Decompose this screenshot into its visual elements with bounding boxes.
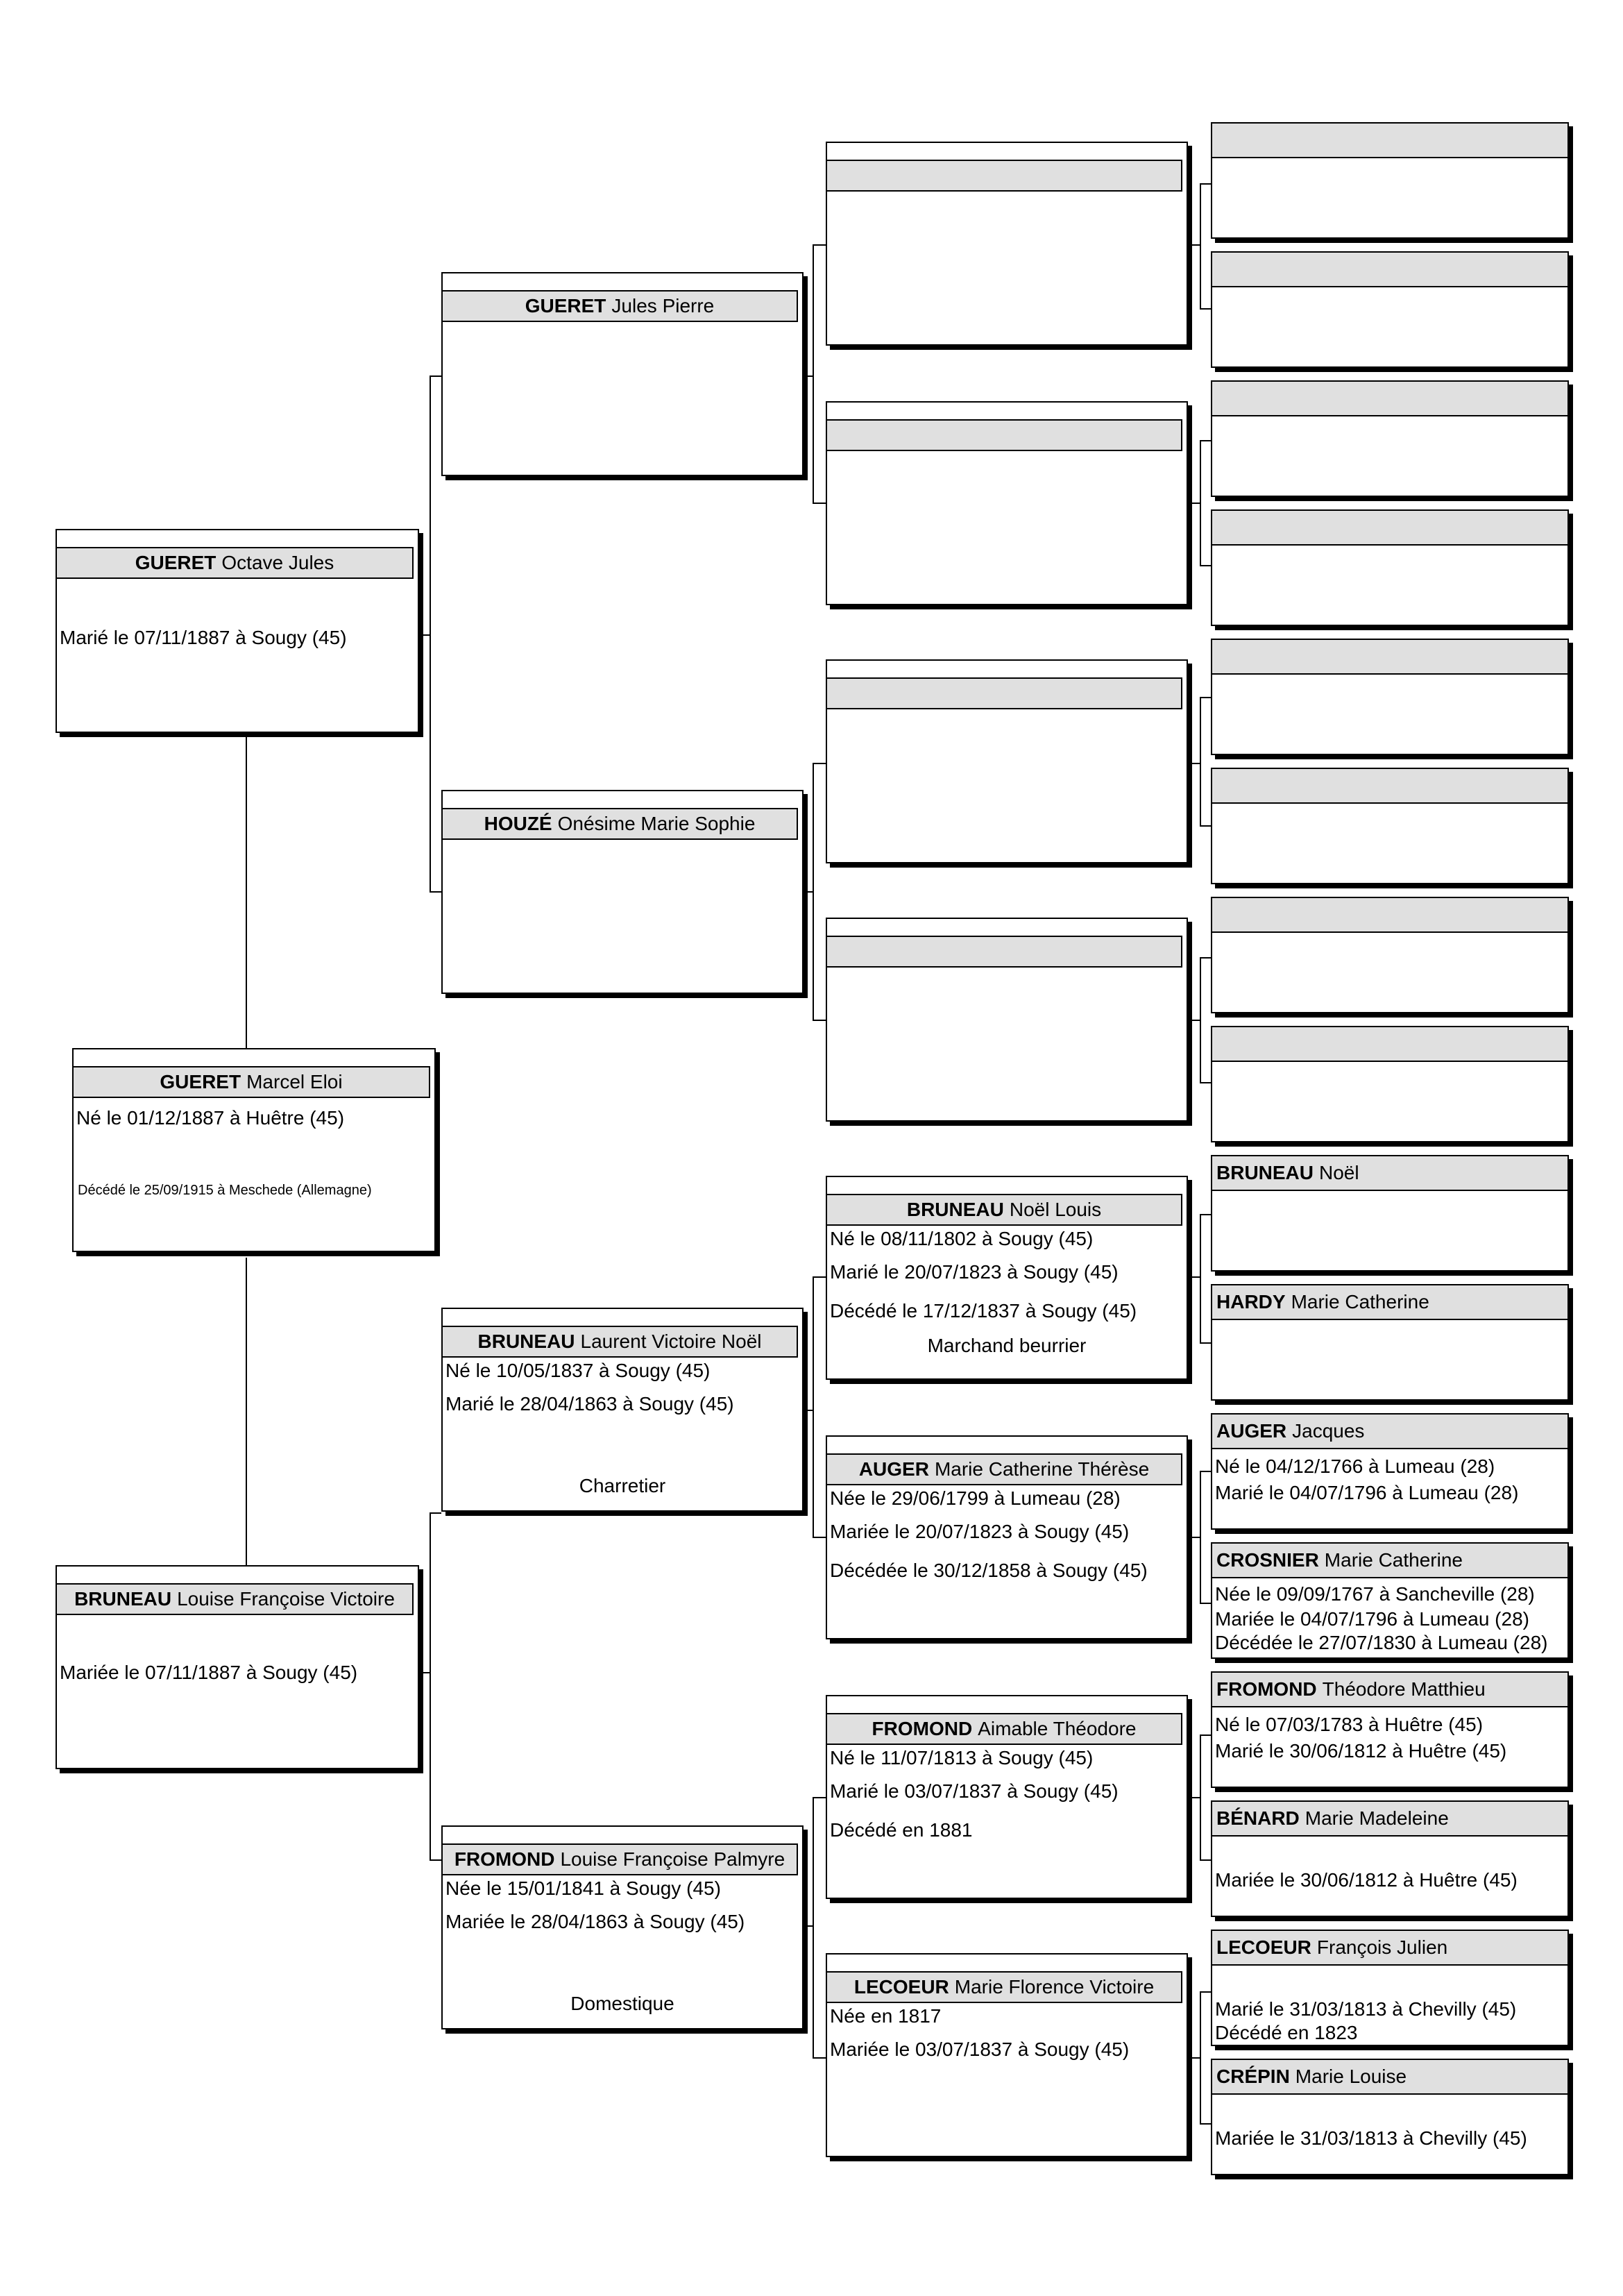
surname: HARDY — [1216, 1291, 1286, 1312]
name-bar — [443, 808, 798, 840]
given-names: Marie Catherine — [1291, 1291, 1429, 1312]
person-box-ggp-7[interactable] — [1211, 897, 1569, 1013]
person-box-paternal-grandmother[interactable] — [441, 790, 804, 994]
marriage-line: Marié le 03/07/1837 à Sougy (45) — [830, 1780, 1119, 1802]
death-line: Décédé en 1881 — [830, 1819, 973, 1841]
surname: AUGER — [858, 1458, 929, 1480]
death-line: Décédé le 25/09/1915 à Meschede (Allemagne) — [78, 1183, 372, 1198]
surname: GUERET — [525, 295, 606, 316]
person-box-ggp-14[interactable] — [1211, 1800, 1569, 1917]
birth-line: Née le 15/01/1841 à Sougy (45) — [445, 1877, 721, 1899]
birth-line: Né le 08/11/1802 à Sougy (45) — [830, 1228, 1094, 1249]
connector-g7-parents — [1200, 1735, 1211, 1860]
marriage-line: Mariée le 03/07/1837 à Sougy (45) — [830, 2038, 1130, 2060]
name-bar — [1212, 1285, 1567, 1320]
name-bar — [1212, 1156, 1567, 1191]
given-names: Aimable Théodore — [978, 1718, 1137, 1739]
surname: CROSNIER — [1216, 1549, 1319, 1571]
name-bar — [1212, 769, 1567, 804]
name-bar — [827, 1971, 1182, 2003]
name-bar — [827, 936, 1182, 968]
connector-mgf-parents — [813, 1277, 826, 1537]
name-bar — [1212, 640, 1567, 675]
given-names: Noël — [1319, 1162, 1359, 1183]
given-names: Laurent Victoire Noël — [580, 1331, 762, 1352]
name-bar — [57, 547, 414, 579]
person-box-great-grandparent-1[interactable] — [826, 142, 1188, 346]
name-bar — [827, 160, 1182, 192]
person-box-ggp-12[interactable] — [1211, 1542, 1569, 1659]
name-bar — [1212, 1415, 1567, 1449]
name-bar — [1212, 898, 1567, 933]
name-bar — [74, 1066, 430, 1098]
surname: HOUZÉ — [484, 813, 552, 834]
birth-line: Né le 01/12/1887 à Huêtre (45) — [76, 1107, 345, 1129]
person-box-great-grandparent-2[interactable] — [826, 401, 1188, 605]
name-bar — [827, 677, 1182, 709]
marriage-line: Marié le 30/06/1812 à Huêtre (45) — [1215, 1740, 1507, 1762]
person-box-ggp-3[interactable] — [1211, 380, 1569, 497]
connector-pgf-parents — [813, 245, 826, 503]
marriage-line: Mariée le 20/07/1823 à Sougy (45) — [830, 1521, 1130, 1542]
surname: AUGER — [1216, 1420, 1287, 1442]
connector-mother-parents — [430, 1513, 441, 1860]
marriage-line: Mariée le 30/06/1812 à Huêtre (45) — [1215, 1869, 1518, 1891]
name-bar — [57, 1583, 414, 1615]
birth-line: Né le 11/07/1813 à Sougy (45) — [830, 1747, 1094, 1769]
surname: BRUNEAU — [477, 1331, 575, 1352]
connector-g6-parents — [1200, 1471, 1211, 1603]
surname: FROMOND — [454, 1848, 555, 1870]
birth-line: Né le 07/03/1783 à Huêtre (45) — [1215, 1714, 1484, 1735]
given-names: Marie Madeleine — [1305, 1807, 1449, 1829]
name-bar — [443, 1326, 798, 1358]
surname: CRÉPIN — [1216, 2066, 1290, 2087]
surname: BRUNEAU — [74, 1588, 172, 1610]
name-bar — [1212, 1802, 1567, 1837]
marriage-line: Marié le 31/03/1813 à Chevilly (45) — [1215, 1998, 1517, 2020]
person-box-great-grandparent-7[interactable] — [826, 1695, 1188, 1899]
marriage-line: Marié le 07/11/1887 à Sougy (45) — [60, 627, 347, 648]
person-box-ggp-9[interactable] — [1211, 1155, 1569, 1272]
death-line: Décédé en 1823 — [1215, 2022, 1358, 2043]
birth-line: Née en 1817 — [830, 2005, 942, 2027]
surname: FROMOND — [1216, 1678, 1317, 1700]
connector-father-parents — [430, 376, 441, 892]
person-box-maternal-grandfather[interactable] — [441, 1308, 804, 1512]
death-line: Décédé le 17/12/1837 à Sougy (45) — [830, 1300, 1137, 1322]
name-bar — [827, 419, 1182, 451]
name-bar — [1212, 1673, 1567, 1707]
name-bar — [443, 290, 798, 322]
person-box-ggp-10[interactable] — [1211, 1284, 1569, 1401]
person-box-ggp-1[interactable] — [1211, 122, 1569, 239]
connector-g1-parents — [1200, 184, 1211, 309]
connector-mgm-parents — [813, 1798, 826, 2058]
surname: GUERET — [160, 1071, 241, 1092]
person-box-ggp-6[interactable] — [1211, 768, 1569, 884]
given-names: Jacques — [1292, 1420, 1365, 1442]
connector-g8-parents — [1200, 1992, 1211, 2124]
marriage-line: Marié le 28/04/1863 à Sougy (45) — [445, 1393, 734, 1415]
person-box-subject[interactable] — [72, 1048, 436, 1252]
connector-g2-parents — [1200, 441, 1211, 566]
marriage-line: Mariée le 07/11/1887 à Sougy (45) — [60, 1662, 358, 1683]
given-names: Jules Pierre — [611, 295, 715, 316]
given-names: Théodore Matthieu — [1322, 1678, 1486, 1700]
connector-g3-parents — [1200, 698, 1211, 826]
person-box-ggp-4[interactable] — [1211, 509, 1569, 626]
surname: BÉNARD — [1216, 1807, 1300, 1829]
name-bar — [1212, 124, 1567, 158]
birth-line: Née le 29/06/1799 à Lumeau (28) — [830, 1487, 1121, 1509]
given-names: Marie Louise — [1295, 2066, 1407, 2087]
person-box-ggp-16[interactable] — [1211, 2059, 1569, 2175]
given-names: Louise Françoise Palmyre — [560, 1848, 785, 1870]
marriage-line: Mariée le 28/04/1863 à Sougy (45) — [445, 1911, 745, 1932]
person-box-ggp-15[interactable] — [1211, 1930, 1569, 2046]
person-box-great-grandparent-6[interactable] — [826, 1435, 1188, 1639]
person-box-father[interactable] — [56, 529, 419, 733]
given-names: Marie Catherine — [1324, 1549, 1463, 1571]
surname: LECOEUR — [853, 1976, 949, 1998]
birth-line: Née le 09/09/1767 à Sancheville (28) — [1215, 1583, 1535, 1605]
occupation-line: Domestique — [570, 1993, 674, 2014]
given-names: Marie Florence Victoire — [954, 1976, 1155, 1998]
person-box-ggp-5[interactable] — [1211, 639, 1569, 755]
marriage-line: Marié le 20/07/1823 à Sougy (45) — [830, 1261, 1119, 1283]
name-bar — [1212, 2060, 1567, 2095]
person-box-great-grandparent-3[interactable] — [826, 659, 1188, 863]
connector-g4-parents — [1200, 958, 1211, 1083]
person-box-great-grandparent-4[interactable] — [826, 918, 1188, 1122]
name-bar — [1212, 253, 1567, 287]
marriage-line: Mariée le 31/03/1813 à Chevilly (45) — [1215, 2127, 1527, 2149]
surname: GUERET — [135, 552, 216, 573]
given-names: Octave Jules — [221, 552, 334, 573]
surname: BRUNEAU — [906, 1199, 1004, 1220]
given-names: Marie Catherine Thérèse — [934, 1458, 1150, 1480]
person-box-maternal-grandmother[interactable] — [441, 1825, 804, 2029]
occupation-line: Charretier — [579, 1475, 666, 1496]
name-bar — [1212, 1027, 1567, 1062]
given-names: François Julien — [1316, 1936, 1448, 1958]
name-bar — [443, 1843, 798, 1875]
surname: BRUNEAU — [1216, 1162, 1314, 1183]
surname: LECOEUR — [1216, 1936, 1311, 1958]
birth-line: Né le 10/05/1837 à Sougy (45) — [445, 1360, 711, 1381]
name-bar — [1212, 1931, 1567, 1966]
name-bar — [1212, 382, 1567, 416]
death-line: Décédée le 30/12/1858 à Sougy (45) — [830, 1560, 1148, 1581]
name-bar — [827, 1713, 1182, 1745]
name-bar — [827, 1453, 1182, 1485]
person-box-great-grandparent-8[interactable] — [826, 1953, 1188, 2157]
surname: FROMOND — [872, 1718, 973, 1739]
given-names: Onésime Marie Sophie — [557, 813, 756, 834]
given-names: Marcel Eloi — [246, 1071, 343, 1092]
person-box-paternal-grandfather[interactable] — [441, 272, 804, 476]
person-box-ggp-11[interactable] — [1211, 1413, 1569, 1530]
person-box-ggp-2[interactable] — [1211, 251, 1569, 368]
birth-line: Né le 04/12/1766 à Lumeau (28) — [1215, 1455, 1495, 1477]
person-box-ggp-8[interactable] — [1211, 1026, 1569, 1142]
connector-pgm-parents — [813, 763, 826, 1020]
marriage-line: Marié le 04/07/1796 à Lumeau (28) — [1215, 1482, 1519, 1503]
name-bar — [1212, 1544, 1567, 1578]
name-bar — [1212, 511, 1567, 546]
marriage-line: Mariée le 04/07/1796 à Lumeau (28) — [1215, 1608, 1529, 1630]
death-line: Décédée le 27/07/1830 à Lumeau (28) — [1215, 1632, 1548, 1653]
person-box-great-grandparent-5[interactable] — [826, 1176, 1188, 1380]
name-bar — [827, 1194, 1182, 1226]
occupation-line: Marchand beurrier — [927, 1335, 1087, 1356]
person-box-ggp-13[interactable] — [1211, 1671, 1569, 1788]
person-box-mother[interactable] — [56, 1565, 419, 1769]
given-names: Louise Françoise Victoire — [177, 1588, 395, 1610]
connector-g5-parents — [1200, 1215, 1211, 1343]
given-names: Noël Louis — [1009, 1199, 1102, 1220]
